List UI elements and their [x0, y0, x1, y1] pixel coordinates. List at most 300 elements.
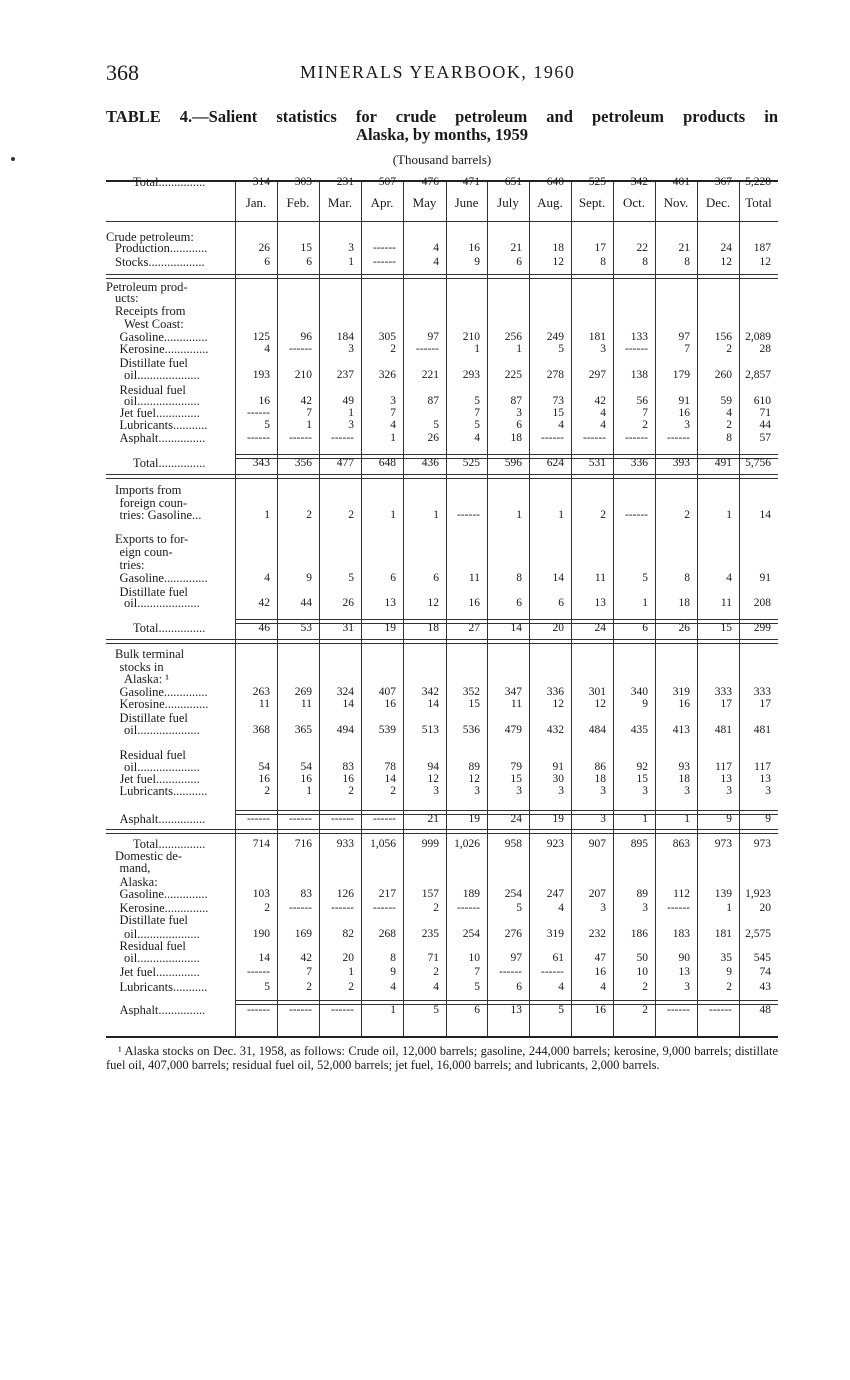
- table-cell: 305: [378, 331, 396, 343]
- table-cell: 3: [600, 343, 606, 355]
- table-cell: 138: [630, 369, 648, 381]
- table-cell: 133: [630, 331, 648, 343]
- section-rule: [106, 639, 778, 644]
- column-header: July: [497, 195, 519, 210]
- total-cell: 393: [672, 457, 690, 469]
- table-cell: 479: [504, 724, 522, 736]
- table-cell: ------: [541, 432, 564, 444]
- table-cell: 7: [306, 407, 312, 419]
- table-cell: 5: [474, 419, 480, 431]
- table-cell: 3: [765, 785, 771, 797]
- row-label: West Coast:: [124, 317, 184, 331]
- table-cell: 79: [510, 761, 522, 773]
- column-header: Aug.: [537, 195, 563, 210]
- total-cell: 53: [300, 622, 312, 634]
- section-rule: [106, 829, 778, 834]
- table-cell: 48: [759, 1004, 771, 1016]
- total-cell: 933: [336, 838, 354, 850]
- table-cell: 169: [294, 928, 312, 940]
- row-label: mand,: [119, 861, 151, 875]
- table-cell: 54: [300, 761, 312, 773]
- table-cell: ------: [625, 432, 648, 444]
- total-cell: 1,056: [370, 838, 396, 850]
- row-label: oil....................: [124, 928, 200, 940]
- table-cell: 3: [600, 902, 606, 914]
- table-cell: 268: [378, 928, 396, 940]
- total-cell: 973: [714, 838, 732, 850]
- table-cell: 8: [684, 256, 690, 268]
- table-cell: 11: [300, 698, 312, 710]
- table-cell: 247: [546, 888, 564, 900]
- table-cell: 2: [348, 509, 354, 521]
- table-cell: 91: [759, 572, 771, 584]
- row-label: Asphalt...............: [119, 432, 206, 444]
- table-cell: 254: [504, 888, 522, 900]
- table-cell: 5: [433, 419, 439, 431]
- table-cell: 112: [673, 888, 690, 900]
- table-cell: 19: [468, 813, 480, 825]
- table-cell: 12: [552, 256, 564, 268]
- table-cell: 44: [300, 597, 312, 609]
- table-cell: 83: [342, 761, 354, 773]
- table-cell: ------: [625, 509, 648, 521]
- table-cell: 536: [462, 724, 480, 736]
- table-cell: 6: [306, 256, 312, 268]
- table-cell: 26: [342, 597, 354, 609]
- total-cell: 436: [421, 457, 439, 469]
- table-cell: 2: [600, 509, 606, 521]
- table-cell: 368: [252, 724, 270, 736]
- row-label: Receipts from: [115, 304, 186, 318]
- table-cell: 18: [552, 242, 564, 254]
- table-cell: 297: [588, 369, 606, 381]
- table-cell: 87: [510, 395, 522, 407]
- table-cell: ------: [667, 432, 690, 444]
- table-cell: 35: [720, 952, 732, 964]
- table-cell: 4: [558, 902, 564, 914]
- row-label: Residual fuel: [119, 748, 186, 762]
- table-cell: 21: [510, 242, 522, 254]
- table-cell: 117: [754, 761, 771, 773]
- row-label: Gasoline..............: [119, 331, 208, 343]
- table-cell: 15: [468, 698, 480, 710]
- table-cell: 42: [258, 597, 270, 609]
- table-cell: 97: [678, 331, 690, 343]
- total-cell: 525: [588, 176, 606, 188]
- table-cell: 1: [642, 813, 648, 825]
- table-cell: 5: [474, 395, 480, 407]
- column-header: Apr.: [370, 195, 394, 210]
- table-cell: 1: [684, 813, 690, 825]
- table-cell: 50: [636, 952, 648, 964]
- table-cell: 17: [720, 698, 732, 710]
- table-cell: 16: [258, 773, 270, 785]
- row-label: oil....................: [124, 761, 200, 773]
- table-cell: 10: [636, 966, 648, 978]
- column-header: Oct.: [622, 195, 646, 210]
- table-cell: 333: [753, 686, 771, 698]
- table-cell: ------: [247, 966, 270, 978]
- total-cell: 14: [510, 622, 522, 634]
- table-cell: ------: [457, 902, 480, 914]
- table-cell: ------: [289, 813, 312, 825]
- table-cell: 610: [753, 395, 771, 407]
- total-cell: 299: [753, 622, 771, 634]
- table-cell: 139: [714, 888, 732, 900]
- table-cell: 3: [348, 343, 354, 355]
- table-cell: 237: [336, 369, 354, 381]
- total-cell: 343: [252, 457, 270, 469]
- table-cell: 16: [258, 395, 270, 407]
- total-cell: 476: [421, 176, 439, 188]
- table-cell: 156: [714, 331, 732, 343]
- table-cell: 8: [642, 256, 648, 268]
- table-cell: 4: [433, 242, 439, 254]
- table-cell: 59: [720, 395, 732, 407]
- table-cell: 319: [546, 928, 564, 940]
- table-cell: 3: [558, 785, 564, 797]
- table-cell: 3: [600, 813, 606, 825]
- table-cell: 82: [342, 928, 354, 940]
- total-cell: 531: [588, 457, 606, 469]
- table-cell: ------: [373, 813, 396, 825]
- row-label: oil....................: [124, 369, 200, 381]
- table-cell: 1: [516, 509, 522, 521]
- total-row-label: Total...............: [133, 457, 206, 469]
- section-rule: [106, 274, 778, 279]
- total-cell: 303: [294, 176, 312, 188]
- table-cell: 2: [306, 981, 312, 993]
- table-cell: 6: [516, 419, 522, 431]
- column-header: Nov.: [663, 195, 689, 210]
- table-cell: 9: [390, 966, 396, 978]
- table-cell: 5: [264, 419, 270, 431]
- table-cell: 5: [433, 1004, 439, 1016]
- table-cell: 15: [510, 773, 522, 785]
- table-cell: 26: [258, 242, 270, 254]
- column-header: Feb.: [286, 195, 310, 210]
- table-cell: 74: [759, 966, 771, 978]
- table-cell: 8: [684, 572, 690, 584]
- table-cell: 7: [474, 407, 480, 419]
- table-cell: 189: [462, 888, 480, 900]
- table-cell: 73: [552, 395, 564, 407]
- table-cell: 78: [384, 761, 396, 773]
- table-cell: 43: [759, 981, 771, 993]
- row-label: Residual fuel: [119, 939, 186, 953]
- row-label: Production............: [115, 242, 208, 254]
- total-row-label: Total...............: [133, 622, 206, 634]
- table-cell: 2: [348, 981, 354, 993]
- total-cell: 716: [294, 838, 312, 850]
- table-cell: 3: [642, 902, 648, 914]
- total-cell: 624: [546, 457, 564, 469]
- table-cell: 16: [468, 242, 480, 254]
- table-cell: 260: [714, 369, 732, 381]
- table-cell: 3: [516, 407, 522, 419]
- table-cell: 1: [474, 343, 480, 355]
- table-cell: 254: [462, 928, 480, 940]
- total-cell: 342: [630, 176, 648, 188]
- table-cell: 24: [720, 242, 732, 254]
- table-cell: ------: [499, 966, 522, 978]
- table-cell: 14: [384, 773, 396, 785]
- table-cell: 2: [726, 419, 732, 431]
- total-cell: 46: [258, 622, 270, 634]
- table-cell: 14: [342, 698, 354, 710]
- table-cell: 4: [264, 572, 270, 584]
- row-label: Exports to for-: [115, 532, 189, 546]
- table-cell: 1: [642, 597, 648, 609]
- table-cell: ------: [541, 966, 564, 978]
- table-cell: 3: [433, 785, 439, 797]
- table-cell: 225: [504, 369, 522, 381]
- table-cell: 186: [630, 928, 648, 940]
- total-cell: 471: [462, 176, 480, 188]
- table-cell: 5: [474, 981, 480, 993]
- total-cell: 640: [546, 176, 564, 188]
- table-cell: 126: [336, 888, 354, 900]
- table-cell: 1: [306, 419, 312, 431]
- table-cell: 20: [342, 952, 354, 964]
- table-cell: 7: [684, 343, 690, 355]
- row-label: oil....................: [124, 952, 200, 964]
- table-cell: 13: [384, 597, 396, 609]
- total-cell: 507: [378, 176, 396, 188]
- table-cell: 432: [546, 724, 564, 736]
- table-cell: ------: [583, 432, 606, 444]
- row-label: Residual fuel: [119, 383, 186, 397]
- table-cell: 96: [300, 331, 312, 343]
- table-cell: 278: [546, 369, 564, 381]
- total-cell: 863: [672, 838, 690, 850]
- table-cell: 18: [510, 432, 522, 444]
- table-caption: [106, 108, 778, 144]
- row-label: Lubricants...........: [119, 785, 208, 797]
- row-label: Distillate fuel: [119, 585, 188, 599]
- table-cell: 347: [504, 686, 522, 698]
- column-header: Total: [745, 195, 772, 210]
- table-cell: 20: [759, 902, 771, 914]
- table-cell: 42: [300, 395, 312, 407]
- table-cell: 16: [384, 698, 396, 710]
- table-cell: 333: [714, 686, 732, 698]
- total-cell: 907: [588, 838, 606, 850]
- table-cell: 28: [759, 343, 771, 355]
- row-label: Crude petroleum:: [106, 230, 194, 244]
- table-cell: 61: [552, 952, 564, 964]
- table-cell: 18: [678, 773, 690, 785]
- total-row-label: Total...............: [133, 838, 206, 850]
- table-cell: 484: [588, 724, 606, 736]
- row-label: Bulk terminal: [115, 647, 185, 661]
- table-cell: 91: [552, 761, 564, 773]
- table-cell: 413: [672, 724, 690, 736]
- total-cell: 596: [504, 457, 522, 469]
- table-cell: ------: [331, 813, 354, 825]
- running-title: MINERALS YEARBOOK, 1960: [300, 62, 576, 82]
- table-cell: 12: [427, 773, 439, 785]
- table-cell: 4: [558, 419, 564, 431]
- total-cell: 356: [294, 457, 312, 469]
- table-cell: 2,089: [745, 331, 771, 343]
- table-cell: 2: [642, 419, 648, 431]
- table-cell: 6: [516, 597, 522, 609]
- table-cell: 11: [258, 698, 270, 710]
- table-cell: 16: [678, 407, 690, 419]
- total-cell: 31: [342, 622, 354, 634]
- table-cell: 326: [378, 369, 396, 381]
- statistics-table: [106, 176, 778, 1038]
- table-cell: 49: [342, 395, 354, 407]
- table-cell: 256: [504, 331, 522, 343]
- total-cell: 958: [504, 838, 522, 850]
- table-cell: 12: [594, 698, 606, 710]
- table-cell: 8: [600, 256, 606, 268]
- table-cell: 545: [753, 952, 771, 964]
- table-cell: 269: [294, 686, 312, 698]
- table-cell: 4: [600, 981, 606, 993]
- table-cell: 3: [516, 785, 522, 797]
- table-cell: 4: [558, 981, 564, 993]
- table-cell: 9: [726, 813, 732, 825]
- table-cell: 210: [294, 369, 312, 381]
- row-label: Jet fuel..............: [119, 773, 200, 785]
- table-cell: ------: [247, 1004, 270, 1016]
- table-cell: 5: [348, 572, 354, 584]
- table-cell: 9: [726, 966, 732, 978]
- table-cell: 435: [630, 724, 648, 736]
- table-cell: 10: [468, 952, 480, 964]
- total-cell: 525: [462, 457, 480, 469]
- table-cell: 190: [252, 928, 270, 940]
- column-header: June: [454, 195, 479, 210]
- row-label: Gasoline..............: [119, 572, 208, 584]
- table-cell: 6: [474, 1004, 480, 1016]
- table-cell: 208: [753, 597, 771, 609]
- table-cell: 276: [504, 928, 522, 940]
- total-cell: 895: [630, 838, 648, 850]
- table-cell: ------: [709, 1004, 732, 1016]
- table-cell: 3: [726, 785, 732, 797]
- row-label: Distillate fuel: [119, 356, 188, 370]
- stray-mark: [11, 157, 15, 161]
- table-cell: 30: [552, 773, 564, 785]
- table-cell: 47: [594, 952, 606, 964]
- table-cell: 4: [474, 432, 480, 444]
- table-cell: 1: [726, 509, 732, 521]
- table-cell: 1: [390, 432, 396, 444]
- table-cell: 210: [462, 331, 480, 343]
- table-cell: 4: [264, 343, 270, 355]
- table-cell: 179: [672, 369, 690, 381]
- table-cell: 157: [421, 888, 439, 900]
- table-cell: 12: [552, 698, 564, 710]
- table-cell: 2: [642, 1004, 648, 1016]
- total-cell: 19: [384, 622, 396, 634]
- table-cell: 2: [684, 509, 690, 521]
- table-cell: 8: [390, 952, 396, 964]
- table-cell: 16: [300, 773, 312, 785]
- table-cell: 7: [306, 966, 312, 978]
- table-cell: 18: [678, 597, 690, 609]
- table-cell: 3: [600, 785, 606, 797]
- table-cell: 54: [258, 761, 270, 773]
- table-cell: 16: [594, 966, 606, 978]
- table-cell: 117: [715, 761, 732, 773]
- table-cell: ------: [289, 432, 312, 444]
- table-cell: 14: [759, 509, 771, 521]
- table-cell: 7: [642, 407, 648, 419]
- column-header: Mar.: [327, 195, 353, 210]
- table-cell: 14: [552, 572, 564, 584]
- table-cell: 2: [726, 981, 732, 993]
- table-cell: 6: [558, 597, 564, 609]
- table-cell: 12: [759, 256, 771, 268]
- table-cell: 15: [552, 407, 564, 419]
- table-cell: 11: [594, 572, 606, 584]
- table-cell: 513: [421, 724, 439, 736]
- table-cell: 42: [594, 395, 606, 407]
- table-cell: 6: [516, 256, 522, 268]
- table-cell: 2: [433, 966, 439, 978]
- table-cell: 3: [390, 395, 396, 407]
- total-cell: 648: [378, 457, 396, 469]
- table-cell: 16: [678, 698, 690, 710]
- table-cell: 539: [378, 724, 396, 736]
- table-cell: 9: [642, 698, 648, 710]
- total-cell: 15: [720, 622, 732, 634]
- table-cell: 193: [252, 369, 270, 381]
- total-cell: 20: [552, 622, 564, 634]
- total-cell: 491: [714, 457, 732, 469]
- table-cell: 13: [510, 1004, 522, 1016]
- table-cell: ------: [667, 902, 690, 914]
- table-cell: 1: [390, 509, 396, 521]
- table-cell: 15: [636, 773, 648, 785]
- table-cell: 481: [714, 724, 732, 736]
- table-cell: 235: [421, 928, 439, 940]
- table-cell: 2,857: [745, 369, 771, 381]
- table-cell: 221: [421, 369, 439, 381]
- table-cell: ------: [416, 343, 439, 355]
- table-cell: 340: [630, 686, 648, 698]
- row-label: Distillate fuel: [119, 711, 188, 725]
- table-cell: 12: [427, 597, 439, 609]
- table-cell: 4: [600, 419, 606, 431]
- table-cell: 1: [726, 902, 732, 914]
- total-row-label: Total...............: [133, 176, 206, 188]
- table-cell: 24: [510, 813, 522, 825]
- row-label: tries:: [119, 558, 145, 572]
- table-cell: 94: [427, 761, 439, 773]
- table-cell: 11: [468, 572, 480, 584]
- section-rule: [106, 474, 778, 479]
- table-cell: 9: [765, 813, 771, 825]
- table-cell: 6: [433, 572, 439, 584]
- table-cell: 18: [594, 773, 606, 785]
- table-cell: 183: [672, 928, 690, 940]
- table-cell: 7: [474, 966, 480, 978]
- table-cell: 181: [714, 928, 732, 940]
- total-cell: 367: [714, 176, 732, 188]
- row-label: Imports from: [115, 483, 182, 497]
- table-cell: 7: [390, 407, 396, 419]
- table-cell: ------: [247, 407, 270, 419]
- table-cell: 86: [594, 761, 606, 773]
- table-cell: 9: [306, 572, 312, 584]
- table-cell: 217: [378, 888, 396, 900]
